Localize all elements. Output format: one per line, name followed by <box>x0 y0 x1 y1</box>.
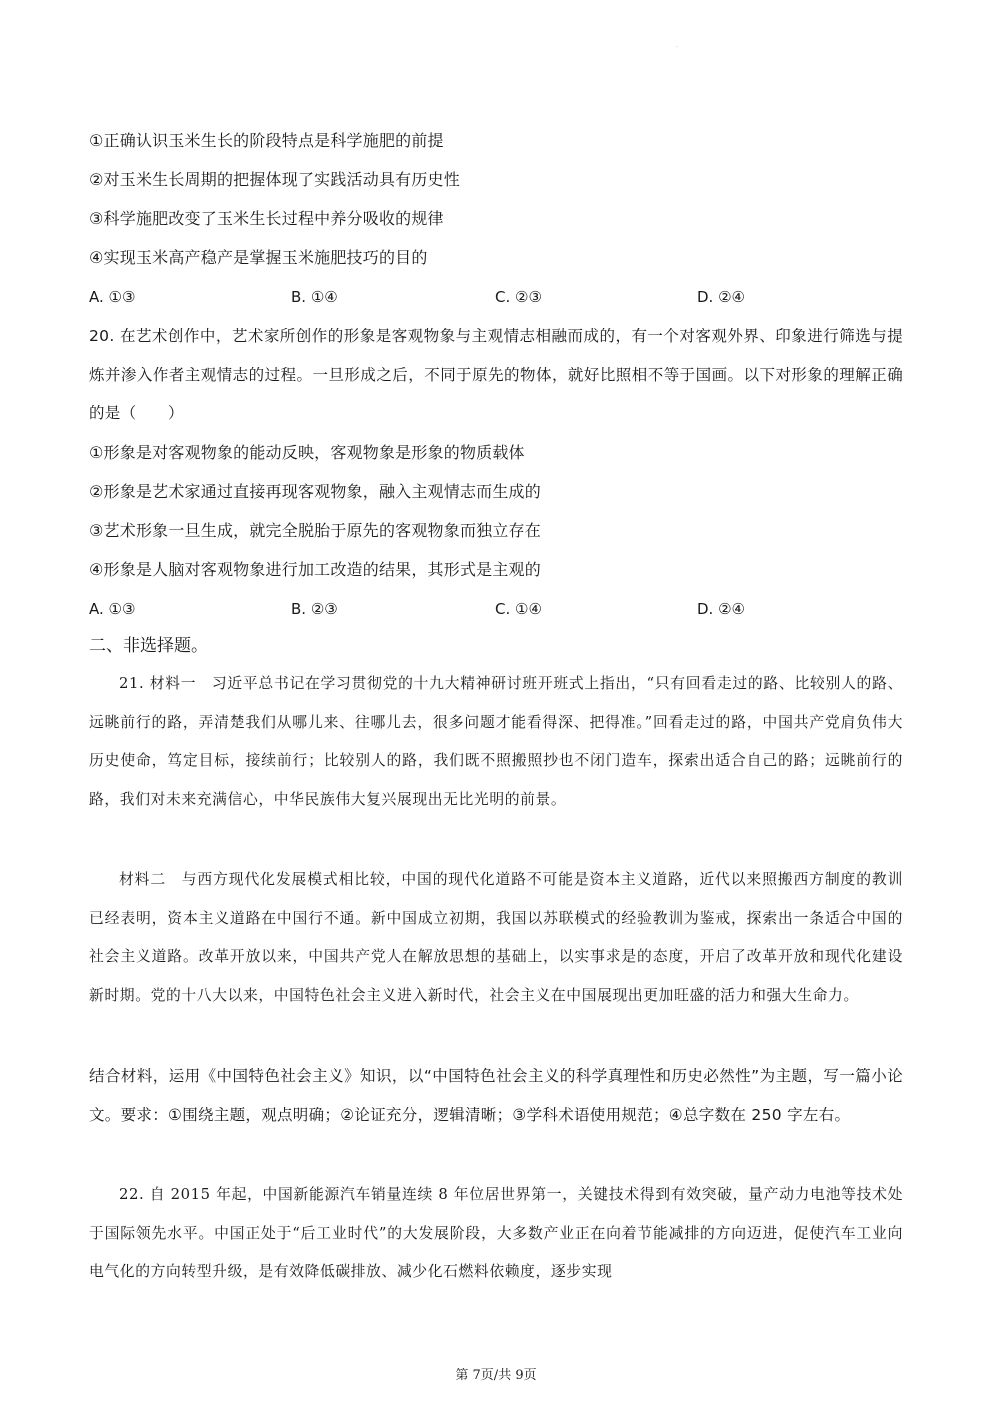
q21-material-2: 材料二 与西方现代化发展模式相比较，中国的现代化道路不可能是资本主义道路，近代以来照搬西方制度的教训已经表明，资本主义道路在中国行不通。新中国成立初期，我国以苏联模式的经验教训为鉴戒，探索出一条适合中国的社会主义道路。改革开放以来，中国共产党人在解放思想的基础上，以实事求是的态度，开启了改革开放和现代化建设新时期。党的十八大以来，中国特色社会主义进入新时代，社会主义在中国展现出更加旺盛的活力和强大生命力。 <box>89 871 903 1004</box>
q20-option-a: A. ①③ <box>89 600 136 618</box>
q19-option-a: A. ①③ <box>89 288 136 306</box>
q20-stem: 20. 在艺术创作中，艺术家所创作的形象是客观物象与主观情志相融而成的，有一个对客观外界、印象进行筛选与提炼并渗入作者主观情志的过程。一旦形成之后，不同于原先的物体，就好比照相不等于国画。以下对形象的理解正确的是（ ） <box>89 327 903 423</box>
q19-statement-3: ③科学施肥改变了玉米生长过程中养分吸收的规律 <box>89 209 444 228</box>
q22-stem: 22. 自 2015 年起，中国新能源汽车销量连续 8 年位居世界第一，关键技术得到有效突破，量产动力电池等技术处于国际领先水平。中国正处于“后工业时代”的大发展阶段，大多数产业正在向着节能减排的方向迈进，促使汽车工业向电气化的方向转型升级，是有效降低碳排放、减少化石燃料依赖度，逐步实现 <box>89 1186 903 1281</box>
q20-option-b: B. ②③ <box>291 600 338 618</box>
scan-mark: · <box>676 44 678 51</box>
q20-statement-4: ④形象是人脑对客观物象进行加工改造的结果，其形式是主观的 <box>89 560 541 579</box>
q19-option-d: D. ②④ <box>697 288 745 306</box>
q19-statement-1: ①正确认识玉米生长的阶段特点是科学施肥的前提 <box>89 131 444 150</box>
section-heading: 二、非选择题。 <box>89 636 208 656</box>
q21-material-1: 21. 材料一 习近平总书记在学习贯彻党的十九大精神研讨班开班式上指出，“只有回看走过的路、比较别人的路、远眺前行的路，弄清楚我们从哪儿来、往哪儿去，很多问题才能看得深、把得准。”回看走过的路，中国共产党肩负伟大历史使命，笃定目标，接续前行；比较别人的路，我们既不照搬照抄也不闭门造车，探索出适合自己的路；远眺前行的路，我们对未来充满信心，中华民族伟大复兴展现出无比光明的前景。 <box>89 675 903 808</box>
q20-statement-1: ①形象是对客观物象的能动反映，客观物象是形象的物质载体 <box>89 443 525 462</box>
q19-statement-2: ②对玉米生长周期的把握体现了实践活动具有历史性 <box>89 170 460 189</box>
q20-option-d: D. ②④ <box>697 600 745 618</box>
q21-task: 结合材料，运用《中国特色社会主义》知识，以“中国特色社会主义的科学真理性和历史必然性”为主题，写一篇小论文。要求：①围绕主题，观点明确；②论证充分，逻辑清晰；③学科术语使用规范；④总字数在 250 字左右。 <box>89 1067 903 1124</box>
q20-statement-3: ③艺术形象一旦生成，就完全脱胎于原先的客观物象而独立存在 <box>89 521 541 540</box>
page-number: 第 7页/共 9页 <box>455 1368 537 1383</box>
q20-statement-2: ②形象是艺术家通过直接再现客观物象，融入主观情志而生成的 <box>89 482 541 501</box>
q19-option-c: C. ②③ <box>495 288 542 306</box>
q19-statement-4: ④实现玉米高产稳产是掌握玉米施肥技巧的目的 <box>89 248 428 267</box>
q19-option-b: B. ①④ <box>291 288 338 306</box>
q20-option-c: C. ①④ <box>495 600 542 618</box>
